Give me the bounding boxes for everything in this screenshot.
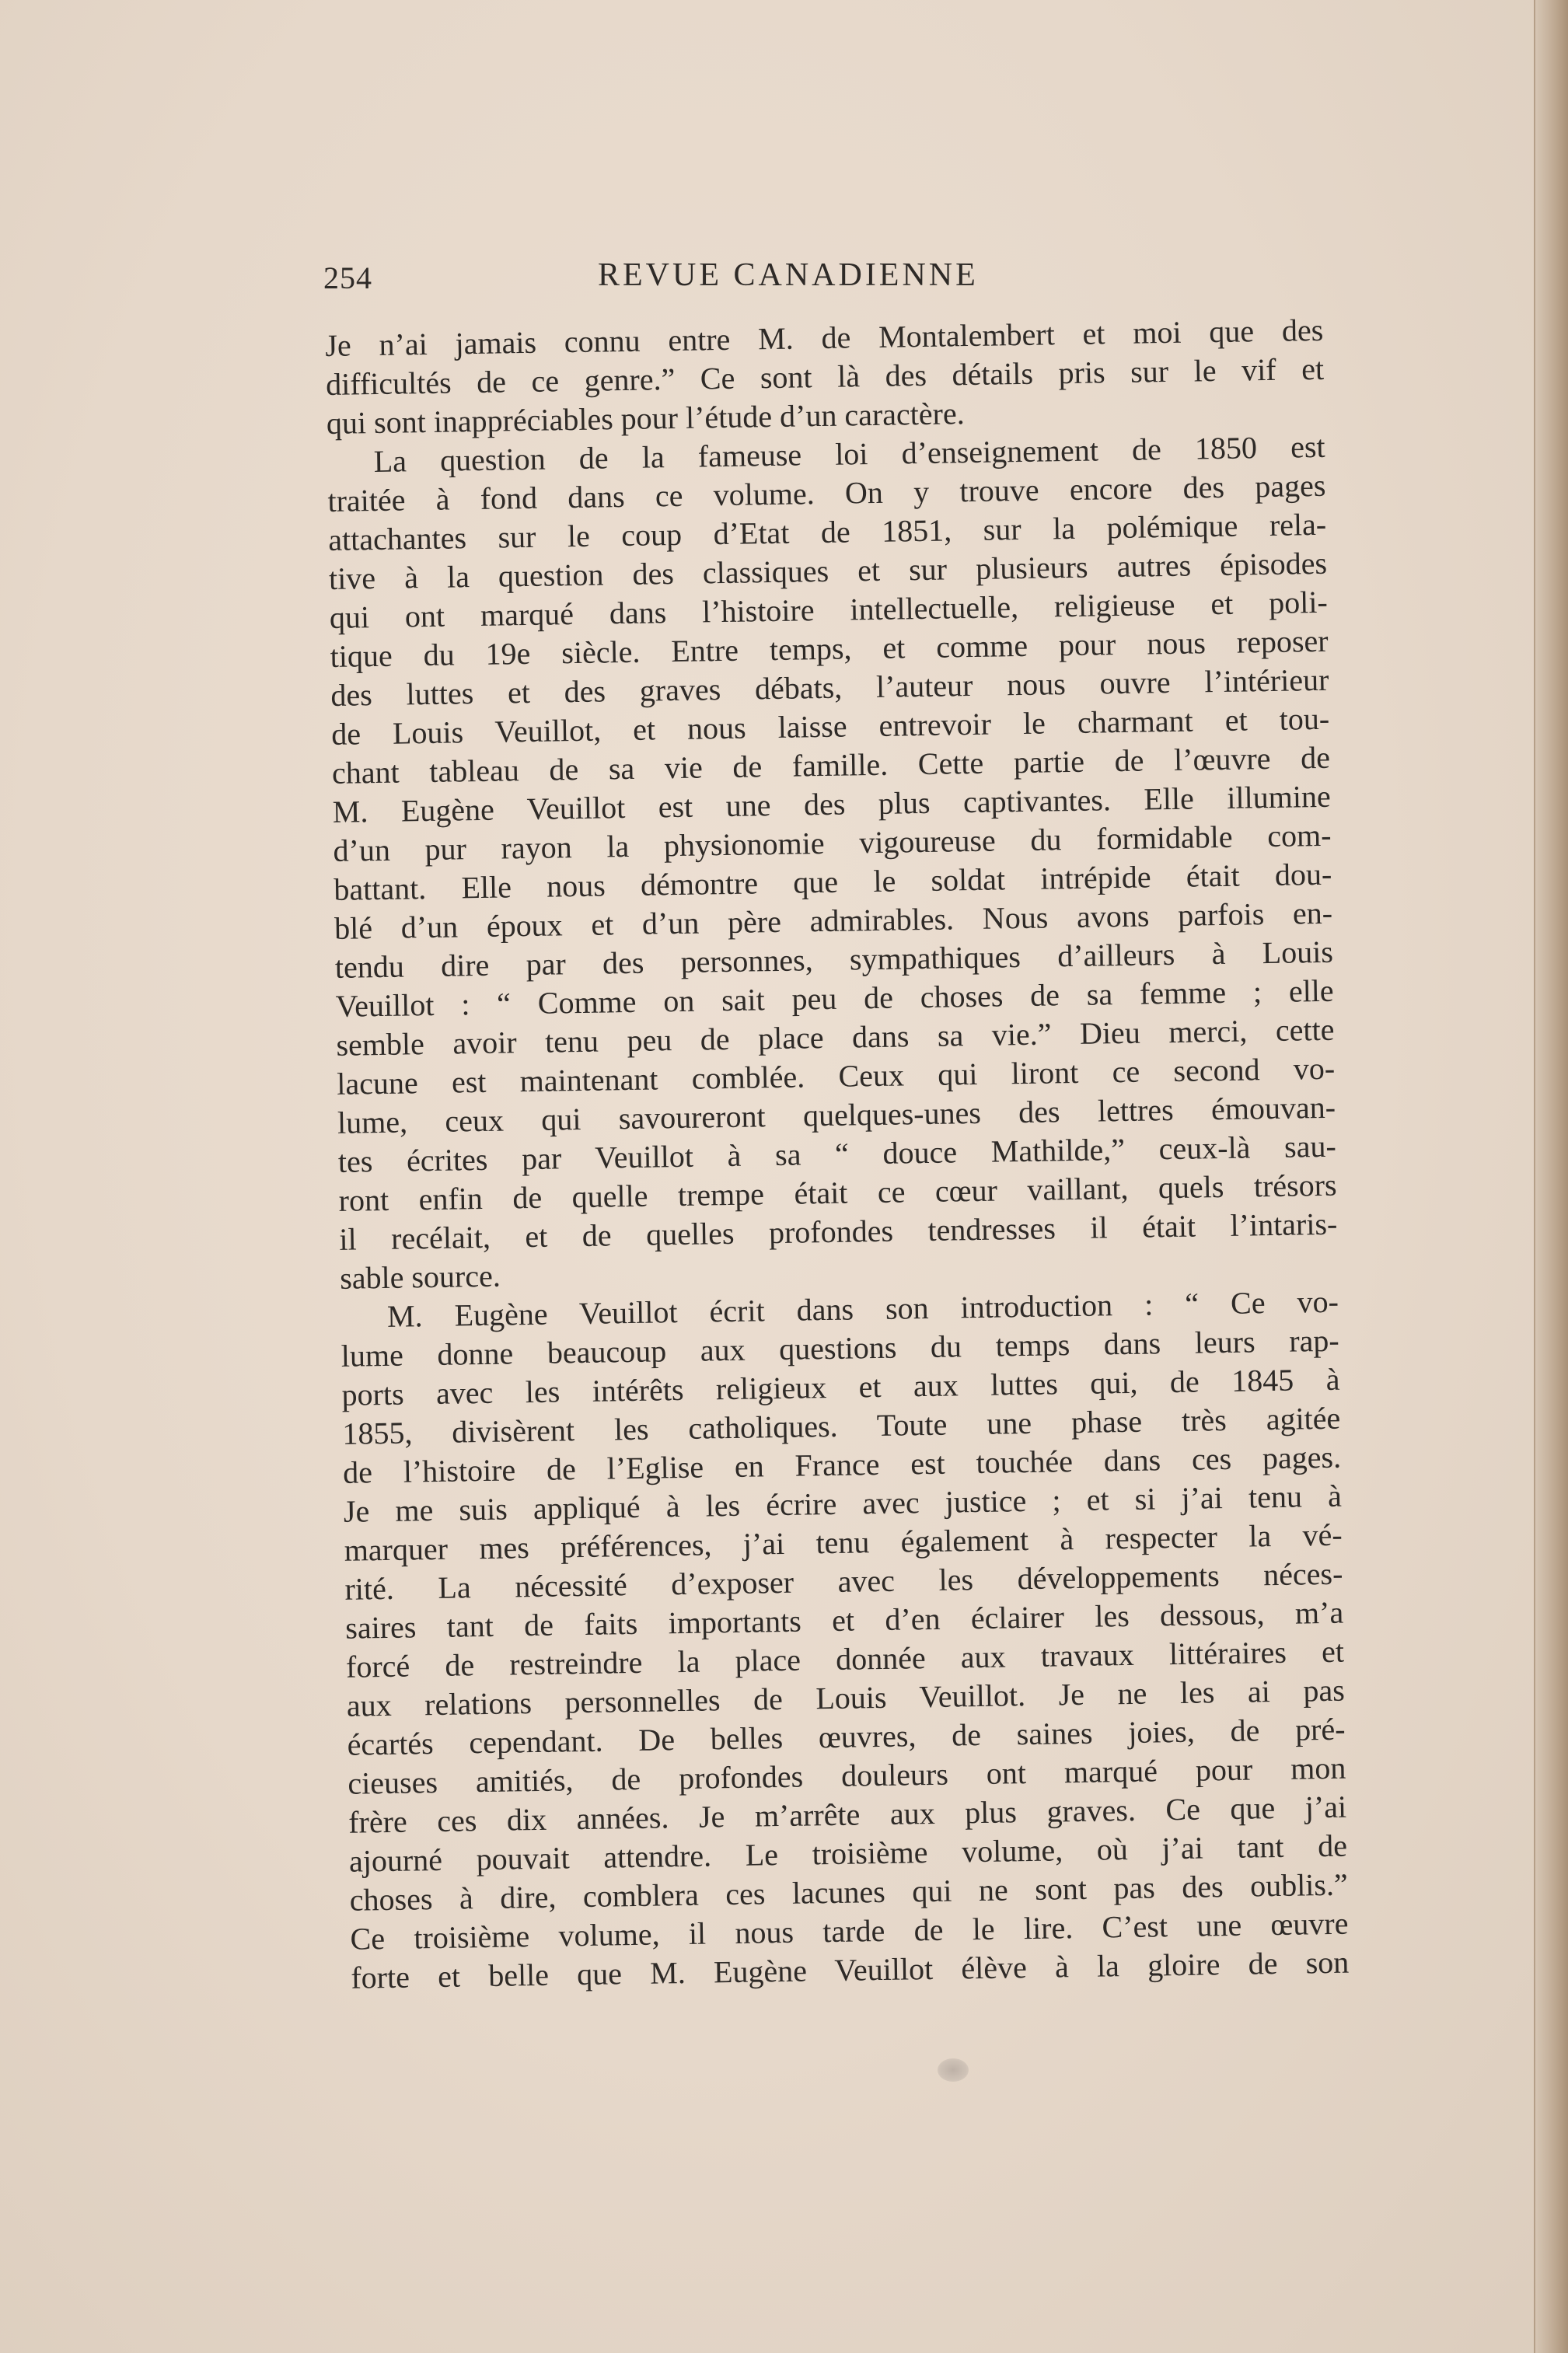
text-line: sable source. <box>339 1258 501 1296</box>
text-line: forcé de restreindre la place donnée aux travaux littéraires et <box>345 1633 1345 1684</box>
paragraph-start: M. Eugène Veuillot écrit dans son introduction : “ Ce vo- <box>386 1283 1339 1334</box>
text-line: aux relations personnelles de Louis Veuillot. Je ne les ai pas <box>346 1672 1346 1723</box>
text-line: battant. Elle nous démontre que le soldat intrépide était dou- <box>334 856 1332 907</box>
text-line: M. Eugène Veuillot est une des plus captivantes. Elle illumine <box>332 778 1332 829</box>
text-line: de Louis Veuillot, et nous laisse entrevoir le charmant et tou- <box>330 700 1330 752</box>
text-line: Je me suis appliqué à les écrire avec justice ; et si j’ai tenu à <box>343 1478 1343 1529</box>
text-line: ports avec les intérêts religieux et aux luttes qui, de 1845 à <box>341 1361 1340 1412</box>
text-line: semble avoir tenu peu de place dans sa vie.” Dieu merci, cette <box>336 1011 1335 1063</box>
text-line: écartés cependant. De belles œuvres, de saines joies, de pré- <box>347 1711 1346 1762</box>
page-number: 254 <box>323 260 372 295</box>
text-line: lacune est maintenant comblée. Ceux qui liront ce second vo- <box>336 1050 1336 1101</box>
text-line: qui sont inappréciables pour l’étude d’un caractère. <box>326 396 965 441</box>
paper-stain <box>938 2058 969 2082</box>
page-edge <box>1534 0 1568 2353</box>
text-line: lume, ceux qui savoureront quelques-unes des lettres émouvan- <box>337 1089 1336 1140</box>
text-line: attachantes sur le coup d’Etat de 1851, sur la polémique rela- <box>327 506 1327 557</box>
text-line: 1855, divisèrent les catholiques. Toute une phase très agitée <box>342 1400 1341 1451</box>
journal-title: REVUE CANADIENNE <box>598 257 979 293</box>
text-line: frère ces dix années. Je m’arrête aux plus graves. Ce que j’ai <box>347 1789 1347 1840</box>
text-line: tique du 19e siècle. Entre temps, et comme pour nous reposer <box>330 623 1329 674</box>
text-line: marquer mes préférences, j’ai tenu également à respecter la vé- <box>344 1517 1343 1568</box>
text-line: de l’histoire de l’Eglise en France est touchée dans ces pages. <box>342 1439 1342 1490</box>
text-line: tendu dire par des personnes, sympathiques d’ailleurs à Louis <box>334 934 1334 985</box>
text-line: Je n’ai jamais connu entre M. de Montalembert et moi que des <box>325 312 1324 363</box>
text-line: des luttes et des graves débats, l’auteur nous ouvre l’intérieur <box>330 662 1329 713</box>
text-line: lume donne beaucoup aux questions du temps dans leurs rap- <box>340 1322 1339 1374</box>
text-line: tive à la question des classiques et sur plusieurs autres épisodes <box>328 545 1328 596</box>
paragraph-start: La question de la fameuse loi d’enseignement de 1850 est <box>373 428 1325 480</box>
text-line: ront enfin de quelle trempe était ce cœur vaillant, quels trésors <box>338 1167 1337 1218</box>
text-line: traitée à fond dans ce volume. On y trouve encore des pages <box>327 467 1326 518</box>
text-line: choses à dire, comblera ces lacunes qui ne sont pas des oublis.” <box>349 1866 1348 1918</box>
text-line: blé d’un époux et d’un père admirables. Nous avons parfois en- <box>334 895 1333 946</box>
text-line: qui ont marqué dans l’histoire intellectuelle, religieuse et poli- <box>329 584 1329 635</box>
text-line: Ce troisième volume, il nous tarde de le lire. C’est une œuvre <box>350 1905 1349 1957</box>
running-head <box>323 257 1325 303</box>
text-line: forte et belle que M. Eugène Veuillot élève à la gloire de son <box>351 1944 1350 1995</box>
text-line: il recélait, et de quelles profondes tendresses il était l’intaris- <box>339 1206 1338 1257</box>
text-line: ajourné pouvait attendre. Le troisième volume, où j’ai tant de <box>348 1828 1348 1879</box>
text-line: cieuses amitiés, de profondes douleurs ont marqué pour mon <box>347 1750 1346 1801</box>
text-line: Veuillot : “ Comme on sait peu de choses de sa femme ; elle <box>335 972 1334 1024</box>
text-line: tes écrites par Veuillot à sa “ douce Mathilde,” ceux-là sau- <box>337 1128 1337 1179</box>
text-line: difficultés de ce genre.” Ce sont là des détails pris sur le vif et <box>325 351 1325 402</box>
text-line: chant tableau de sa vie de famille. Cette partie de l’œuvre de <box>331 739 1331 791</box>
text-line: rité. La nécessité d’exposer avec les développements néces- <box>344 1555 1343 1607</box>
text-line: saires tant de faits importants et d’en éclairer les dessous, m’a <box>344 1594 1344 1646</box>
text-line: d’un pur rayon la physionomie vigoureuse du formidable com- <box>333 817 1332 868</box>
body-text <box>325 311 1350 1998</box>
